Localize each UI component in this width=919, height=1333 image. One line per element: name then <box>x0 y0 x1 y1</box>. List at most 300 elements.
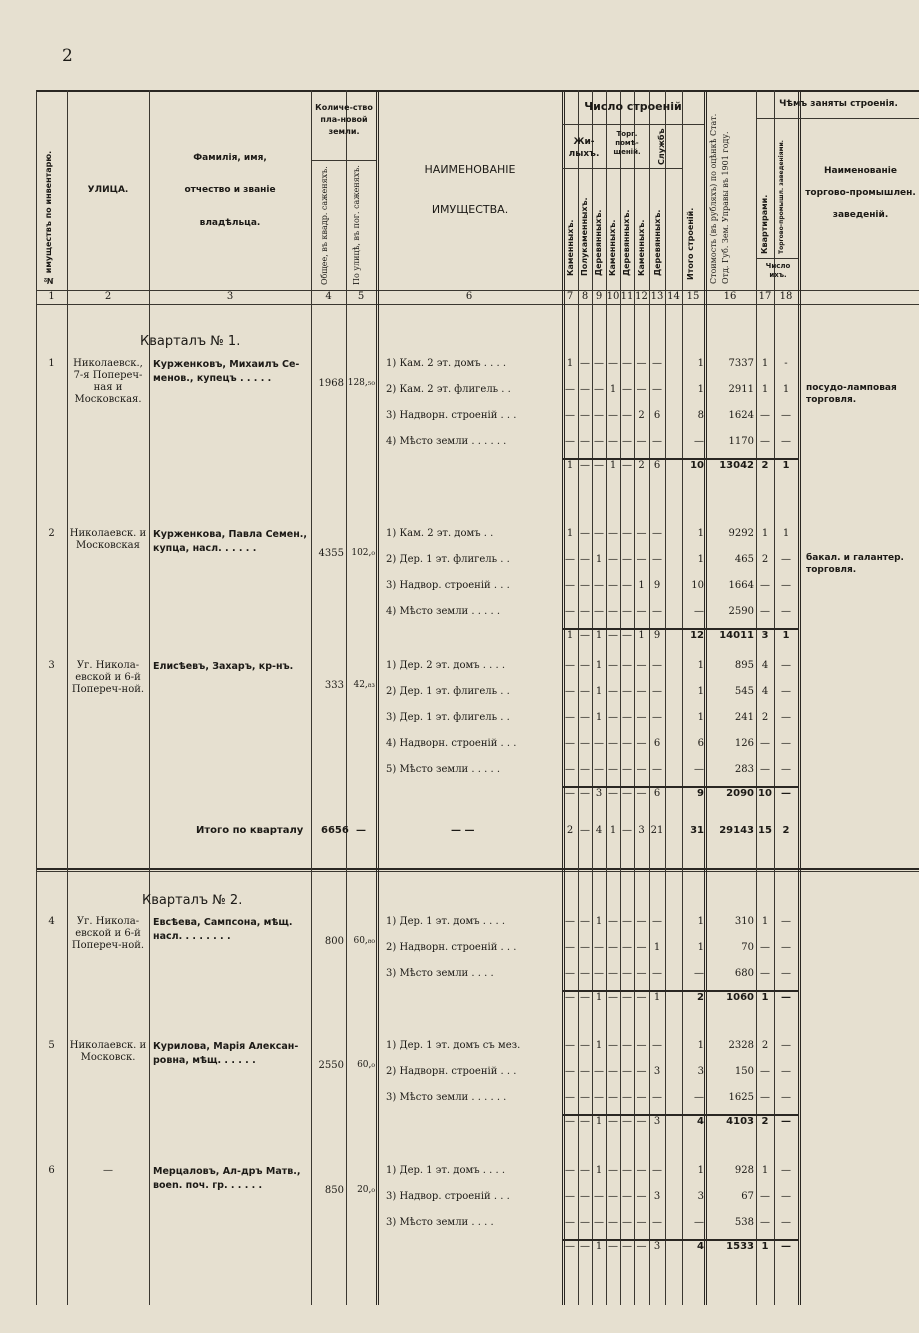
subtotal-count: 1 <box>595 1241 603 1252</box>
total-buildings: 1 <box>697 916 704 927</box>
quarter-total-buildings: 31 <box>690 825 704 836</box>
property-item: 1) Кам. 2 эт. домъ . . <box>386 528 494 539</box>
building-count: — <box>580 436 590 447</box>
trade-establishments: — <box>781 1066 791 1077</box>
building-count: — <box>565 686 575 697</box>
building-count: — <box>652 968 662 979</box>
street-name: Уг. Никола-евской и 6-й Попереч-ной. <box>71 916 145 951</box>
quarter-total-name: — — <box>451 825 475 836</box>
building-count: — <box>565 1066 575 1077</box>
header-property-name-l2: ИМУЩЕСТВА. <box>431 203 509 216</box>
building-count: 1 <box>609 384 617 395</box>
building-count: — <box>580 1165 590 1176</box>
subtotal-count: 1 <box>595 630 603 641</box>
subtotal-count: — <box>608 788 618 799</box>
total-buildings: 10 <box>691 580 704 591</box>
header-land-street: По улицѣ, въ пог. саженяхъ. <box>352 165 361 285</box>
quarter-total-count: 3 <box>638 825 645 836</box>
property-item: 3) Мѣсто земли . . . . <box>386 968 494 979</box>
building-count: — <box>636 606 647 617</box>
street-name: — <box>103 1165 113 1176</box>
land-total: 800 <box>324 936 344 947</box>
property-item: 5) Мѣсто земли . . . . . <box>386 764 500 775</box>
page-number: 2 <box>62 46 73 66</box>
building-count: — <box>652 916 662 927</box>
trade-establishments: — <box>781 738 791 749</box>
subtotal-apartments: 1 <box>761 1241 769 1252</box>
total-buildings: 1 <box>697 942 704 953</box>
building-count: — <box>608 764 618 775</box>
building-count: — <box>636 384 647 395</box>
subtotal-cost: 4103 <box>726 1116 754 1127</box>
building-count: — <box>652 384 662 395</box>
building-count: — <box>580 1217 590 1228</box>
apartments: — <box>760 1066 770 1077</box>
subtotal-count: — <box>608 1241 618 1252</box>
apartments: 1 <box>761 916 769 927</box>
column-number: 1 <box>48 291 55 302</box>
building-count: — <box>622 712 632 723</box>
property-item: 1) Дер. 1 эт. домъ съ мез. <box>386 1040 521 1051</box>
apartments: — <box>760 1217 770 1228</box>
building-count: 1 <box>638 580 645 591</box>
trade-establishments: 1 <box>782 528 790 539</box>
subtotal-buildings: 10 <box>690 460 704 471</box>
cost: 70 <box>741 942 754 953</box>
building-count: — <box>636 436 647 447</box>
trade-establishments: — <box>781 606 791 617</box>
column-number: 5 <box>357 291 365 302</box>
building-count: — <box>652 358 662 369</box>
header-stone-1: Каменныхъ. <box>566 219 575 276</box>
apartments: — <box>760 942 770 953</box>
subtotal-count: — <box>608 1116 618 1127</box>
total-buildings: — <box>694 764 704 775</box>
trade-establishments: — <box>781 554 791 565</box>
subtotal-count: 1 <box>566 460 574 471</box>
subtotal-count: — <box>580 630 590 641</box>
subtotal-establishments: — <box>781 992 791 1003</box>
building-count: — <box>636 660 647 671</box>
subtotal-count: 1 <box>566 630 574 641</box>
building-count: — <box>652 554 662 565</box>
building-count: — <box>636 968 647 979</box>
header-buildings: Число строеній <box>584 100 682 113</box>
subtotal-establishments: — <box>781 1241 791 1252</box>
quarter-total-establishments: 2 <box>782 825 790 836</box>
subtotal-establishments: 1 <box>782 630 790 641</box>
building-count: — <box>580 410 590 421</box>
subtotal-count: — <box>565 992 575 1003</box>
building-count: — <box>594 410 604 421</box>
subtotal-apartments: 2 <box>761 460 769 471</box>
column-number: 10 <box>606 291 620 302</box>
subtotal-establishments: — <box>781 788 791 799</box>
building-count: — <box>608 528 618 539</box>
subtotal-cost: 1533 <box>726 1241 754 1252</box>
subtotal-count: — <box>608 992 618 1003</box>
subtotal-count: — <box>565 788 575 799</box>
header-land: Количе-ство пла-новой земли. <box>315 103 373 136</box>
subtotal-count: — <box>622 788 632 799</box>
header-occupied: Чѣмъ заняты строенія. <box>779 99 898 109</box>
building-count: — <box>652 436 662 447</box>
building-count: 1 <box>653 942 661 953</box>
building-count: — <box>580 916 590 927</box>
building-count: — <box>594 580 604 591</box>
header-stone-2: Каменныхъ. <box>608 219 617 276</box>
trade-establishments: — <box>781 1040 791 1051</box>
subtotal-count: — <box>594 460 604 471</box>
building-count: — <box>636 764 647 775</box>
total-buildings: 6 <box>697 738 704 749</box>
building-count: — <box>565 1165 575 1176</box>
building-count: 1 <box>595 1165 603 1176</box>
land-total: 1968 <box>318 378 344 389</box>
quarter-title: Кварталъ № 2. <box>142 893 243 908</box>
trade-establishments: — <box>781 436 791 447</box>
building-count: — <box>636 554 647 565</box>
subtotal-count: — <box>608 630 618 641</box>
property-item: 3) Надвор. строеній . . . <box>386 1191 510 1202</box>
quarter-total-count: — <box>622 825 632 836</box>
building-count: — <box>636 712 647 723</box>
building-count: — <box>580 942 590 953</box>
building-count: — <box>594 1092 604 1103</box>
subtotal-buildings: 2 <box>697 992 704 1003</box>
inventory-number: 1 <box>48 358 55 369</box>
building-count: 1 <box>595 660 603 671</box>
quarter-title: Кварталъ № 1. <box>140 334 241 349</box>
building-count: — <box>636 1217 647 1228</box>
apartments: 1 <box>761 1165 769 1176</box>
building-count: — <box>652 1217 662 1228</box>
building-count: — <box>580 1092 590 1103</box>
building-count: — <box>636 528 647 539</box>
quarter-total-count: 2 <box>566 825 574 836</box>
street-length: 42,₈₃ <box>353 680 375 690</box>
building-count: — <box>594 764 604 775</box>
header-trade-est: Торгово-промышл. заведеніями. <box>778 140 785 254</box>
total-buildings: 1 <box>697 686 704 697</box>
apartments: — <box>760 738 770 749</box>
building-count: — <box>594 436 604 447</box>
column-number: 17 <box>758 291 772 302</box>
subtotal-count: — <box>622 630 632 641</box>
trade-establishments: 1 <box>782 384 790 395</box>
building-count: — <box>622 942 632 953</box>
trade-establishments: — <box>781 686 791 697</box>
subtotal-buildings: 9 <box>697 788 704 799</box>
column-number: 11 <box>620 291 634 302</box>
property-item: 1) Дер. 1 эт. домъ . . . . <box>386 916 506 927</box>
building-count: — <box>580 580 590 591</box>
building-count: — <box>608 410 618 421</box>
street-length: 128,₅₀ <box>347 378 375 388</box>
building-count: — <box>608 712 618 723</box>
subtotal-apartments: 1 <box>761 992 769 1003</box>
building-count: — <box>652 1165 662 1176</box>
building-count: — <box>565 1191 575 1202</box>
building-count: 1 <box>595 1040 603 1051</box>
subtotal-count: — <box>580 788 590 799</box>
building-count: — <box>594 1191 604 1202</box>
subtotal-cost: 13042 <box>719 460 754 471</box>
cost: 538 <box>734 1217 754 1228</box>
apartments: — <box>760 968 770 979</box>
column-number: 14 <box>667 291 680 302</box>
subtotal-buildings: 4 <box>697 1241 704 1252</box>
subtotal-count: 1 <box>595 992 603 1003</box>
cost: 895 <box>734 660 754 671</box>
subtotal-count: — <box>636 992 647 1003</box>
column-number: 9 <box>595 291 603 302</box>
cost: 9292 <box>728 528 754 539</box>
apartments: 2 <box>761 554 769 565</box>
property-item: 3) Надвор. строеній . . . <box>386 580 510 591</box>
trade-establishments: — <box>781 660 791 671</box>
header-halfstone: Полукаменныхъ. <box>580 197 589 276</box>
subtotal-count: — <box>580 1116 590 1127</box>
inventory-number: 2 <box>48 528 55 539</box>
apartments: — <box>760 436 770 447</box>
cost: 545 <box>734 686 754 697</box>
apartments: 2 <box>761 712 769 723</box>
building-count: — <box>636 1066 647 1077</box>
building-count: 1 <box>595 712 603 723</box>
subtotal-count: — <box>580 1241 590 1252</box>
land-total: 2550 <box>318 1060 344 1071</box>
building-count: — <box>565 554 575 565</box>
subtotal-count: 3 <box>595 788 603 799</box>
subtotal-count: 1 <box>609 460 617 471</box>
business-name: бакал. и галантер. торговля. <box>806 553 904 575</box>
column-number: 8 <box>581 291 589 302</box>
apartments: 4 <box>761 686 769 697</box>
building-count: — <box>622 384 632 395</box>
trade-establishments: — <box>781 712 791 723</box>
building-count: — <box>622 554 632 565</box>
trade-establishments: — <box>781 968 791 979</box>
cost: 465 <box>734 554 754 565</box>
quarter-total-count: 4 <box>595 825 603 836</box>
column-number: 12 <box>635 291 648 302</box>
subtotal-apartments: 3 <box>761 630 769 641</box>
quarter-total-count: — <box>580 825 590 836</box>
building-count: — <box>636 1191 647 1202</box>
property-item: 4) Надворн. строеній . . . <box>386 738 517 749</box>
building-count: — <box>622 968 632 979</box>
building-count: — <box>565 410 575 421</box>
building-count: 1 <box>566 528 574 539</box>
header-cost: Стоимость (въ рубляхъ) по оцѣнкѣ Стат. Отд. Губ. Зем. Управы въ 1901 году. <box>709 113 730 284</box>
subtotal-count: — <box>636 788 647 799</box>
building-count: — <box>652 764 662 775</box>
cost: 2590 <box>728 606 754 617</box>
trade-establishments: — <box>781 1092 791 1103</box>
trade-establishments: — <box>781 1217 791 1228</box>
total-buildings: 1 <box>697 384 704 395</box>
cost: 126 <box>734 738 754 749</box>
column-number: 16 <box>723 291 737 302</box>
building-count: — <box>608 968 618 979</box>
building-count: — <box>608 942 618 953</box>
building-count: — <box>594 358 604 369</box>
header-wooden-3: Деревянныхъ. <box>653 209 662 276</box>
property-item: 1) Дер. 1 эт. домъ . . . . <box>386 1165 506 1176</box>
cost: 1625 <box>728 1092 754 1103</box>
building-count: — <box>652 686 662 697</box>
cost: 2328 <box>728 1040 754 1051</box>
cost: 283 <box>734 764 754 775</box>
property-item: 4) Мѣсто земли . . . . . <box>386 606 500 617</box>
column-number: 18 <box>779 291 793 302</box>
subtotal-count: — <box>580 460 590 471</box>
column-number: 3 <box>226 291 234 302</box>
apartments: — <box>760 1092 770 1103</box>
building-count: — <box>608 436 618 447</box>
building-count: — <box>636 738 647 749</box>
total-buildings: 1 <box>697 554 704 565</box>
building-count: — <box>622 916 632 927</box>
header-living: Жи-лыхъ. <box>568 137 600 159</box>
building-count: — <box>608 1066 618 1077</box>
building-count: — <box>636 686 647 697</box>
quarter-total-count: 21 <box>650 825 664 836</box>
building-count: — <box>580 686 590 697</box>
building-count: 1 <box>595 554 603 565</box>
header-total-buildings: Итого строеній. <box>686 207 695 280</box>
quarter-total-count: 1 <box>609 825 617 836</box>
owner-name: Курилова, Марія Алексан-ровна, мѣщ. . . . . . <box>153 1041 299 1066</box>
building-count: 3 <box>653 1191 661 1202</box>
building-count: 2 <box>638 410 645 421</box>
street-length: 20,₀ <box>357 1185 375 1195</box>
owner-name: Мерцаловъ, Ал-дръ Матв., воen. поч. гр. . . . . . <box>153 1166 301 1191</box>
column-number: 7 <box>566 291 574 302</box>
subtotal-cost: 2090 <box>726 788 754 799</box>
building-count: — <box>622 1165 632 1176</box>
quarter-total-apartments: 15 <box>758 825 772 836</box>
trade-establishments: — <box>781 1191 791 1202</box>
building-count: — <box>608 1191 618 1202</box>
building-count: — <box>580 1040 590 1051</box>
header-count: Число ихъ. <box>765 262 791 279</box>
street-length: 60,₈₀ <box>353 936 375 946</box>
building-count: — <box>636 942 647 953</box>
land-total: 333 <box>324 680 344 691</box>
subtotal-count: — <box>636 1241 647 1252</box>
building-count: — <box>594 942 604 953</box>
building-count: — <box>636 1040 647 1051</box>
quarter-total-street: — <box>356 825 366 836</box>
column-number: 4 <box>325 291 332 302</box>
subtotal-count: 2 <box>638 460 645 471</box>
subtotal-count: 1 <box>653 992 661 1003</box>
building-count: — <box>580 968 590 979</box>
building-count: — <box>565 942 575 953</box>
header-owner-l2: отчество и званіе <box>184 185 276 195</box>
quarter-total-land: 6656 <box>321 825 349 836</box>
header-owner-l1: Фамилія, имя, <box>193 153 267 163</box>
cost: 150 <box>734 1066 754 1077</box>
subtotal-apartments: 2 <box>761 1116 769 1127</box>
building-count: — <box>608 606 618 617</box>
building-count: — <box>636 916 647 927</box>
building-count: — <box>565 580 575 591</box>
building-count: — <box>652 660 662 671</box>
trade-establishments: — <box>781 764 791 775</box>
building-count: — <box>622 1092 632 1103</box>
subtotal-count: — <box>622 1116 632 1127</box>
subtotal-cost: 1060 <box>726 992 754 1003</box>
inventory-table <box>36 90 919 1305</box>
property-item: 3) Дер. 1 эт. флигель . . <box>386 712 510 723</box>
column-number: 2 <box>104 291 112 302</box>
street-name: Николаевск. и Московск. <box>69 1040 147 1063</box>
subtotal-count: 3 <box>653 1116 661 1127</box>
subtotal-count: — <box>565 1116 575 1127</box>
total-buildings: 3 <box>697 1191 704 1202</box>
subtotal-count: 1 <box>638 630 645 641</box>
total-buildings: 8 <box>697 410 704 421</box>
property-item: 3) Мѣсто земли . . . . <box>386 1217 494 1228</box>
building-count: — <box>622 606 632 617</box>
street-name: Николаевск. и Московская <box>69 528 147 551</box>
apartments: 1 <box>761 528 769 539</box>
building-count: — <box>565 606 575 617</box>
building-count: — <box>622 660 632 671</box>
building-count: — <box>622 1066 632 1077</box>
column-number: 6 <box>465 291 473 302</box>
total-buildings: 1 <box>697 660 704 671</box>
building-count: — <box>622 764 632 775</box>
building-count: — <box>594 606 604 617</box>
subtotal-establishments: 1 <box>782 460 790 471</box>
building-count: — <box>652 528 662 539</box>
building-count: — <box>580 554 590 565</box>
property-item: 3) Надворн. строеній . . . <box>386 410 517 421</box>
building-count: — <box>594 1217 604 1228</box>
building-count: 6 <box>653 738 661 749</box>
apartments: 1 <box>761 358 769 369</box>
building-count: — <box>565 738 575 749</box>
building-count: — <box>580 712 590 723</box>
building-count: — <box>622 580 632 591</box>
column-number: 13 <box>650 291 664 302</box>
building-count: — <box>565 1217 575 1228</box>
cost: 1624 <box>728 410 754 421</box>
street-length: 60,₀ <box>357 1060 375 1070</box>
business-name: посудо-ламповая торговля. <box>806 383 897 405</box>
trade-establishments: — <box>781 410 791 421</box>
column-number: 15 <box>686 291 700 302</box>
cost: 1170 <box>728 436 754 447</box>
building-count: — <box>652 606 662 617</box>
subtotal-count: 6 <box>653 788 661 799</box>
subtotal-count: — <box>636 1116 647 1127</box>
building-count: — <box>608 1040 618 1051</box>
property-item: 2) Кам. 2 эт. флигель . . <box>386 384 511 395</box>
property-item: 1) Дер. 2 эт. домъ . . . . <box>386 660 506 671</box>
building-count: — <box>565 712 575 723</box>
subtotal-count: — <box>622 1241 632 1252</box>
apartments: 2 <box>761 1040 769 1051</box>
subtotal-count: — <box>580 992 590 1003</box>
building-count: — <box>565 1092 575 1103</box>
cost: 7337 <box>728 358 754 369</box>
cost: 680 <box>734 968 754 979</box>
